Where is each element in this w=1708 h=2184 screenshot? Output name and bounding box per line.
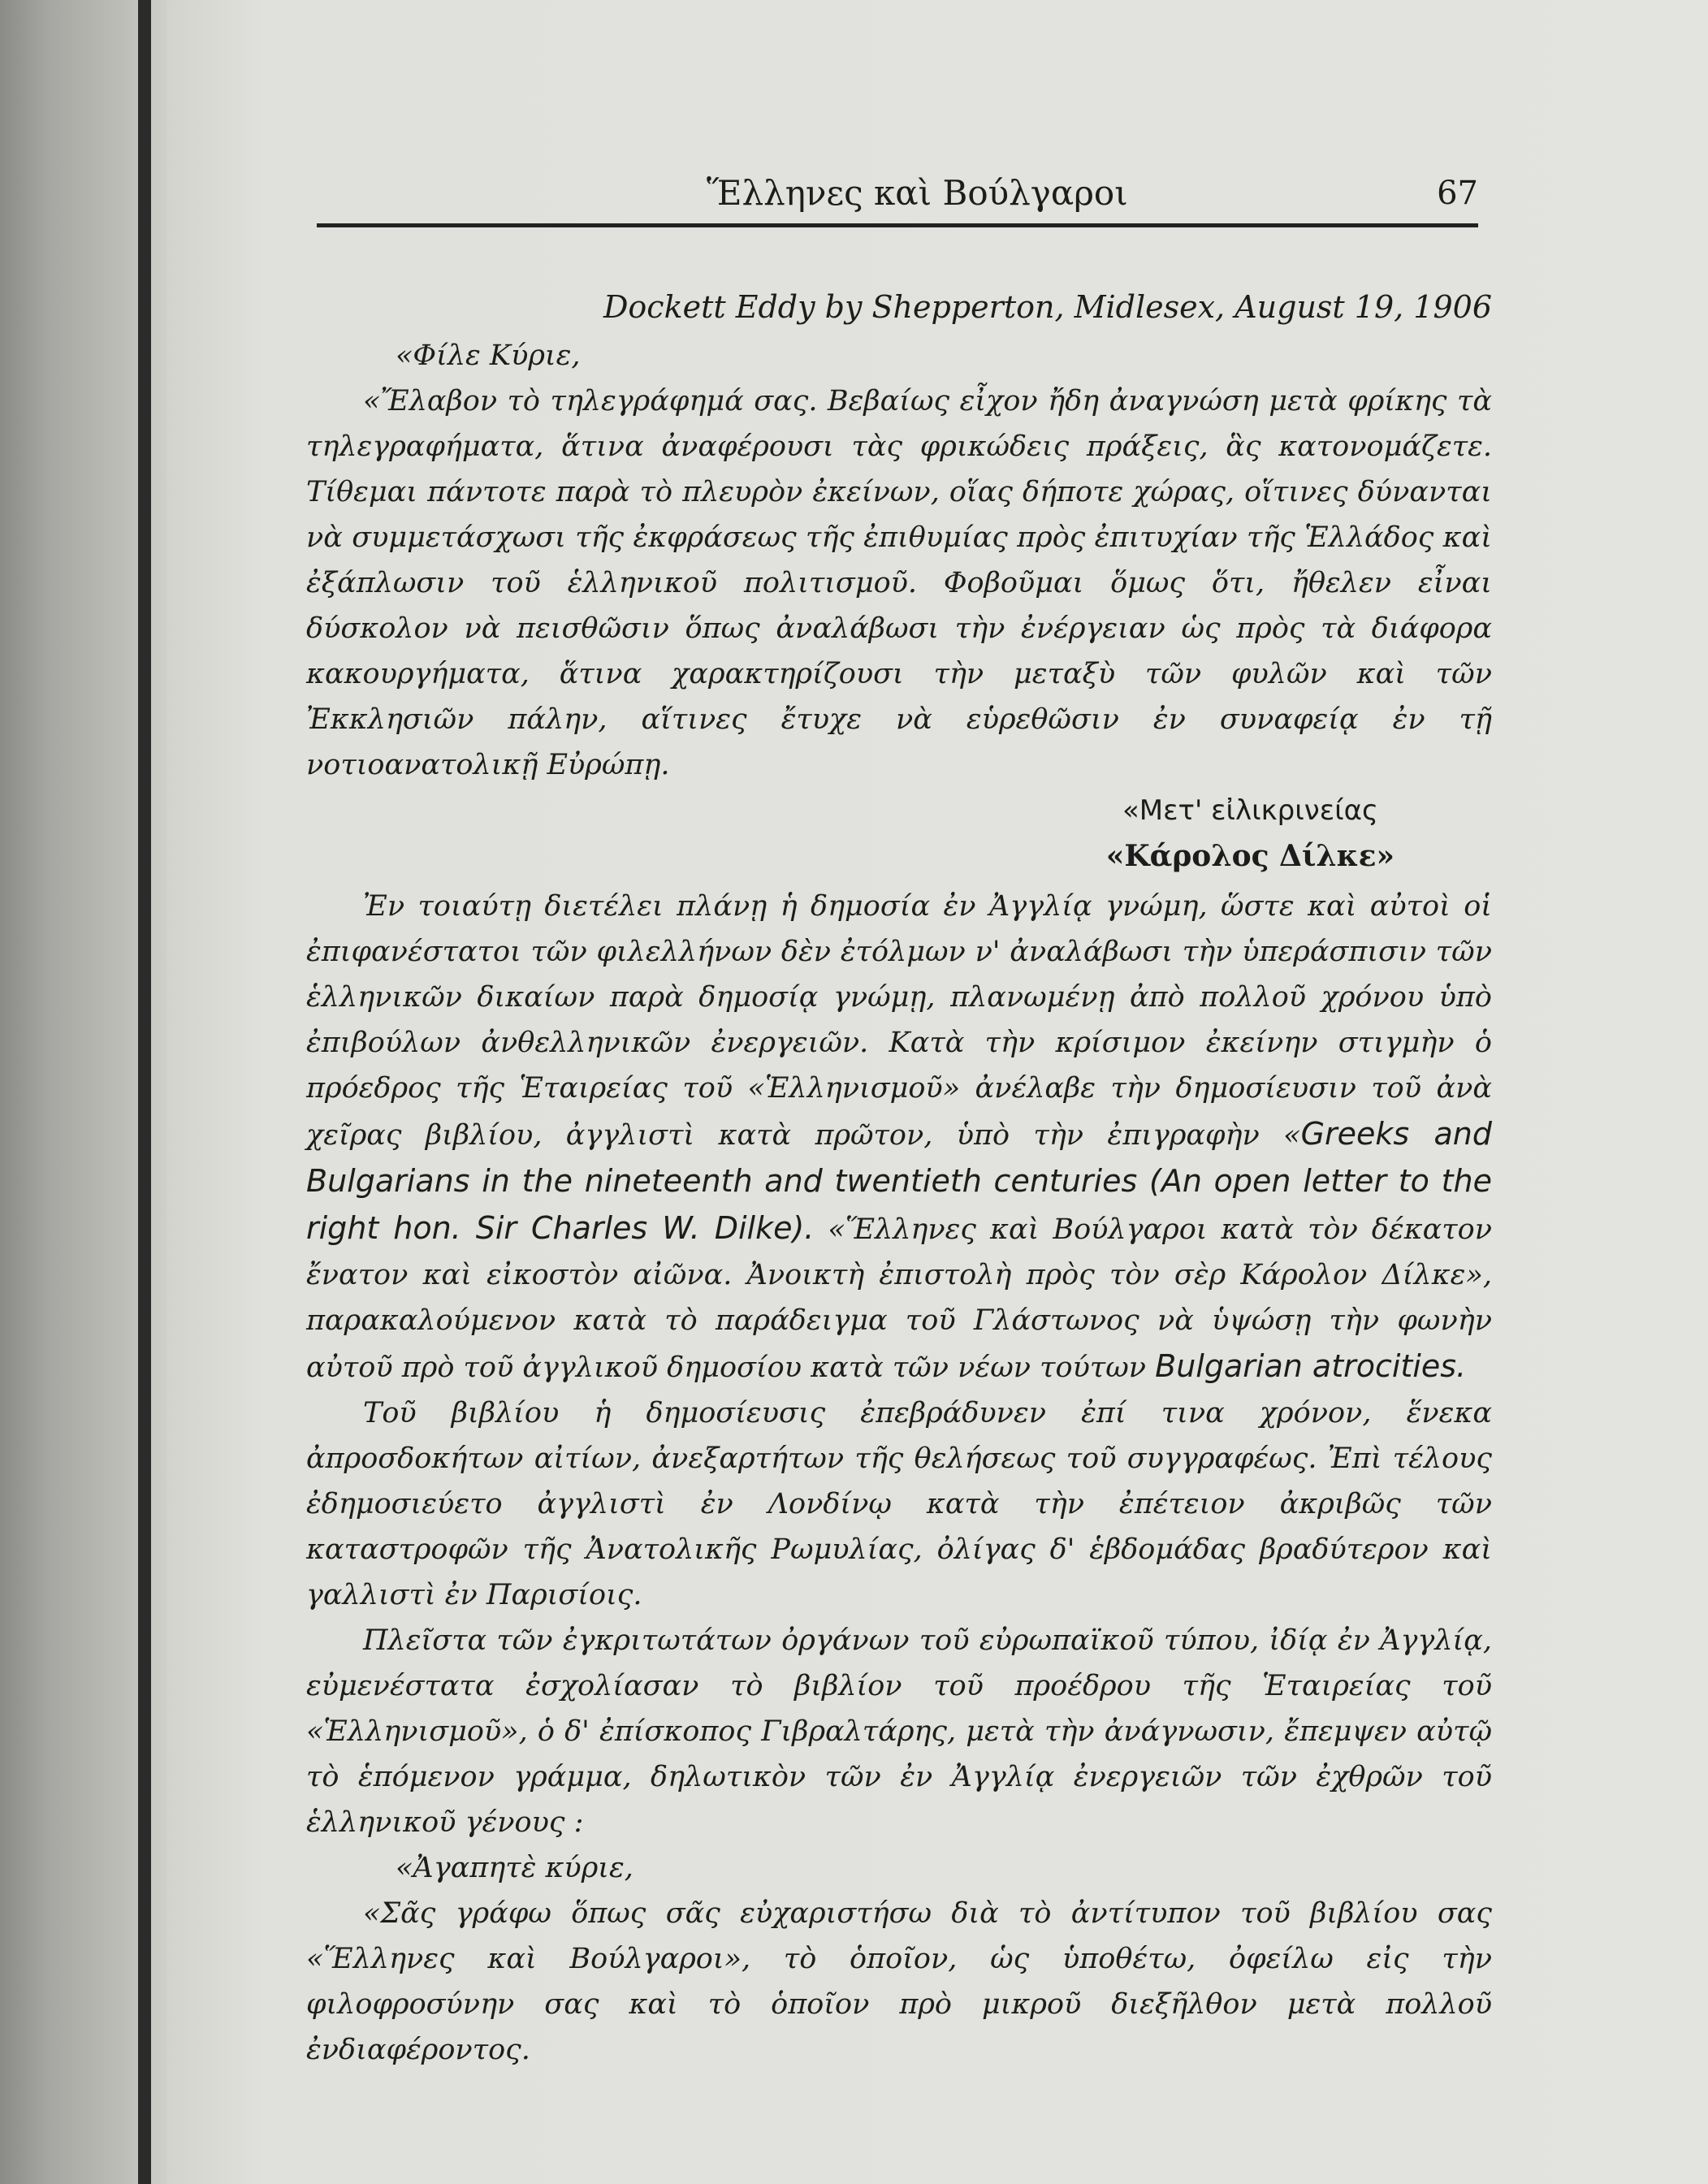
paragraph [306, 884, 1492, 1390]
running-title: Ἕλληνες καὶ Βούλγαροι [707, 173, 1128, 213]
page-body [306, 284, 1492, 2073]
page-number: 67 [1437, 175, 1478, 212]
second-letter-salutation: «Ἀγαπητὲ κύριε, [396, 1852, 633, 1884]
english-book-title: Greeks and Bulgarians in the nineteenth and twentieth centuries (An open letter to the right hon. Sir Charles W. Dilke). [306, 1116, 1493, 1246]
paragraph-text: Ἐν τοιαύτῃ διετέλει πλάνῃ ἡ δημοσία ἐν Ἀγγλίᾳ γνώμη, ὥστε καὶ αὐτοὶ οἱ ἐπιφανέστατοι τῶν φιλελλήνων δὲν ἐτόλμων ν' ἀναλάβωσι τὴν ὑπεράσπισιν τῶν ἑλληνικῶν δικαίων παρὰ δημοσίᾳ γνώμῃ, πλανωμένῃ ἀπὸ πολλοῦ χρόνου ὑπὸ ἐπιβούλων ἀνθελληνικῶν ἐνεργειῶν. Κατὰ τὴν κρίσιμον ἐκείνην στιγμὴν ὁ πρόεδρος τῆς Ἑταιρείας τοῦ «Ἑλληνισμοῦ» ἀνέλαβε τὴν δημοσίευσιν τοῦ ἀνὰ χεῖρας βιβλίου, ἀγγλιστὶ κατὰ πρῶτον, ὑπὸ τὴν ἐπιγραφὴν « [306, 890, 1492, 1152]
letter-body: «Ἔλαβον τὸ τηλεγράφημά σας. Βεβαίως εἶχον ἤδη ἀναγνώση μετὰ φρίκης τὰ τηλεγραφήματα, ἅτινα ἀναφέρουσι τὰς φρικώδεις πράξεις, ἃς κατονομάζετε. Τίθεμαι πάντοτε παρὰ τὸ πλευρὸν ἐκείνων, οἵας δήποτε χώρας, οἵτινες δύνανται νὰ συμμετάσχωσι τῆς ἐκφράσεως τῆς ἐπιθυμίας πρὸς ἐπιτυχίαν τῆς Ἑλλάδος καὶ ἐξάπλωσιν τοῦ ἑλληνικοῦ πολιτισμοῦ. Φοβοῦμαι ὅμως ὅτι, ἤθελεν εἶναι δύσκολον νὰ πεισθῶσιν ὅπως ἀναλάβωσι τὴν ἐνέργειαν ὡς πρὸς τὰ διάφορα κακουργήματα, ἅτινα χαρακτηρίζουσι τὴν μεταξὺ τῶν φυλῶν καὶ τῶν Ἐκκλησιῶν πάλην, αἵτινες ἔτυχε νὰ εὑρεθῶσιν ἐν συναφείᾳ ἐν τῇ νοτιοανατολικῇ Εὐρώπῃ. [306, 385, 1492, 781]
paragraph: Πλεῖστα τῶν ἐγκριτωτάτων ὀργάνων τοῦ εὐρωπαϊκοῦ τύπου, ἰδίᾳ ἐν Ἀγγλίᾳ, εὐμενέστατα ἐσχολίασαν τὸ βιβλίον τοῦ προέδρου τῆς Ἑταιρείας τοῦ «Ἑλληνισμοῦ», ὁ δ' ἐπίσκοπος Γιβραλτάρης, μετὰ τὴν ἀνάγνωσιν, ἔπεμψεν αὐτῷ τὸ ἑπόμενον γράμμα, δηλωτικὸν τῶν ἐν Ἀγγλίᾳ ἐνεργειῶν τῶν ἐχθρῶν τοῦ ἑλληνικοῦ γένους : [306, 1624, 1492, 1839]
running-header [317, 167, 1478, 227]
paragraph-text-continued: «Ἕλληνες καὶ Βούλγαροι κατὰ τὸν δέκατον ἔνατον καὶ εἰκοστὸν αἰῶνα. Ἀνοικτὴ ἐπιστολὴ πρὸς τὸν σὲρ Κάρολον Δίλκε», παρακαλούμενον κατὰ τὸ παράδειγμα τοῦ Γλάστωνος νὰ ὑψώσῃ τὴν φωνὴν αὐτοῦ πρὸ τοῦ ἀγγλικοῦ δημοσίου κατὰ τῶν νέων τούτων [306, 1213, 1493, 1384]
english-phrase: Bulgarian atrocities. [1155, 1348, 1467, 1384]
letter-salutation: «Φίλε Κύριε, [396, 339, 581, 372]
letter-closing: «Μετ' εἰλικρινείας [1122, 794, 1378, 827]
paragraph: Τοῦ βιβλίου ἡ δημοσίευσις ἐπεβράδυνεν ἐπί τινα χρόνον, ἕνεκα ἀπροσδοκήτων αἰτίων, ἀνεξαρτήτων τῆς θελήσεως τοῦ συγγραφέως. Ἐπὶ τέλους ἐδημοσιεύετο ἀγγλιστὶ ἐν Λονδίνῳ κατὰ τὴν ἐπέτειον ἀκριβῶς τῶν καταστροφῶν τῆς Ἀνατολικῆς Ρωμυλίας, ὀλίγας δ' ἑβδομάδας βραδύτερον καὶ γαλλιστὶ ἐν Παρισίοις. [306, 1397, 1492, 1611]
second-letter-body: «Σᾶς γράφω ὅπως σᾶς εὐχαριστήσω διὰ τὸ ἀντίτυπον τοῦ βιβλίου σας «Ἕλληνες καὶ Βούλγαροι», τὸ ὁποῖον, ὡς ὑποθέτω, ὀφείλω εἰς τὴν φιλοφροσύνην σας καὶ τὸ ὁποῖον πρὸ μικροῦ διεξῆλθον μετὰ πολλοῦ ἐνδιαφέροντος. [306, 1897, 1492, 2066]
letter-dateline: Dockett Eddy by Shepperton, Midlesex, August 19, 1906 [603, 289, 1492, 325]
letter-signature: «Κάρολος Δίλκε» [1105, 839, 1395, 873]
book-spine-shadow [138, 0, 151, 2184]
